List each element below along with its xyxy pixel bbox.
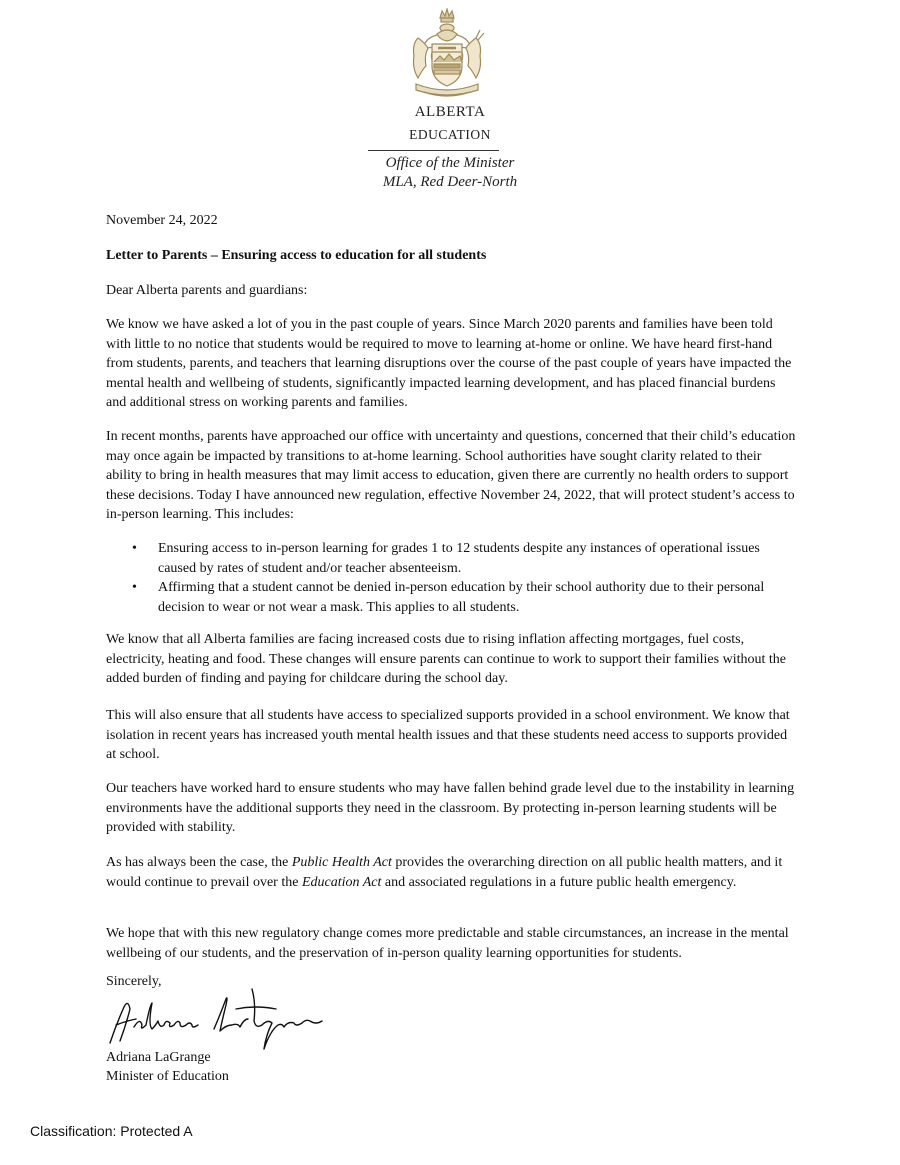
letter-date: November 24, 2022 — [106, 213, 218, 228]
letterhead-department: EDUCATION — [409, 127, 491, 142]
letter-subject: Letter to Parents – Ensuring access to education for all students — [106, 248, 487, 263]
paragraph-5: Our teachers have worked hard to ensure students who may have fallen behind grade level due to the instability in learning environments have the additional supports they need in the classroom. By protecting in-person learning students will be provided with stability. — [106, 781, 795, 835]
signer-title: Minister of Education — [106, 1069, 229, 1084]
alberta-coat-of-arms-icon — [404, 8, 490, 98]
paragraph-7: We hope that with this new regulatory change comes more predictable and stable circumstances, an increase in the mental wellbeing of our students, and the preservation of in-person quality learning opportunities for students. — [106, 926, 789, 961]
paragraph-6-part-b: provides the overarching direction on all public health matters, and it would continue to prevail over the — [106, 855, 783, 890]
paragraph-3: We know that all Alberta families are facing increased costs due to rising inflation affecting mortgages, fuel costs, electricity, heating and food. These changes will ensure parents can continue to work to support their families without the added burden of finding and paying for childcare during the school day. — [106, 632, 786, 686]
paragraph-1: We know we have asked a lot of you in the past couple of years. Since March 2020 parents and families have been told with little to no notice that students would be required to move to learning at-home or online. We have heard first-hand from students, parents, and teachers that learning disruptions over the course of the past couple of years have impacted the mental health and wellbeing of students, significantly impacted learning development, and has placed financial burdens and additional stress on working parents and families. — [106, 317, 792, 410]
measures-list — [106, 539, 796, 617]
education-act-ref: Education Act — [301, 874, 382, 890]
letter-salutation: Dear Alberta parents and guardians: — [106, 283, 308, 298]
public-health-act-ref: Public Health Act — [291, 855, 392, 870]
paragraph-2: In recent months, parents have approached our office with uncertainty and questions, concerned that their child’s education may once again be impacted by transitions to at-home learning. School authorities have sought clarity related to their ability to bring in health measures that may limit access to education, given there are currently no health orders to support these decisions. Today I have announced new regulation, effective November 24, 2022, that will protect student’s access to in-person learning. This includes: — [106, 429, 796, 522]
list-item-text: Ensuring access to in-person learning for grades 1 to 12 students despite any instances of operational issues caused by rates of student and/or teacher absenteeism. — [158, 541, 760, 576]
letter-closing: Sincerely, — [106, 974, 162, 989]
paragraph-6-part-c: and associated regulations in a future public health emergency. — [381, 874, 737, 890]
signer-name: Adriana LaGrange — [106, 1050, 211, 1065]
bullet-icon: • — [132, 541, 137, 556]
list-item — [106, 539, 796, 578]
letterhead-office: Office of the Minister — [385, 155, 515, 171]
letterhead-riding: MLA, Red Deer-North — [382, 174, 518, 190]
bullet-icon: • — [132, 580, 137, 595]
paragraph-6-part-a: As has always been the case, the — [106, 855, 292, 870]
classification-label: Classification: Protected A — [30, 1123, 193, 1139]
letterhead-org: ALBERTA — [414, 104, 486, 120]
paragraph-4: This will also ensure that all students have access to specialized supports provided in a school environment. We know that isolation in recent years has increased youth mental health issues and that these students need access to supports provided at school. — [106, 708, 790, 762]
paragraph-6 — [106, 853, 796, 892]
list-item-text: Affirming that a student cannot be denied in-person education by their school authority due to their personal decision to wear or not wear a mask. This applies to all students. — [158, 580, 765, 615]
list-item — [106, 578, 796, 617]
letterhead-divider — [368, 150, 499, 151]
handwritten-signature — [106, 985, 336, 1055]
